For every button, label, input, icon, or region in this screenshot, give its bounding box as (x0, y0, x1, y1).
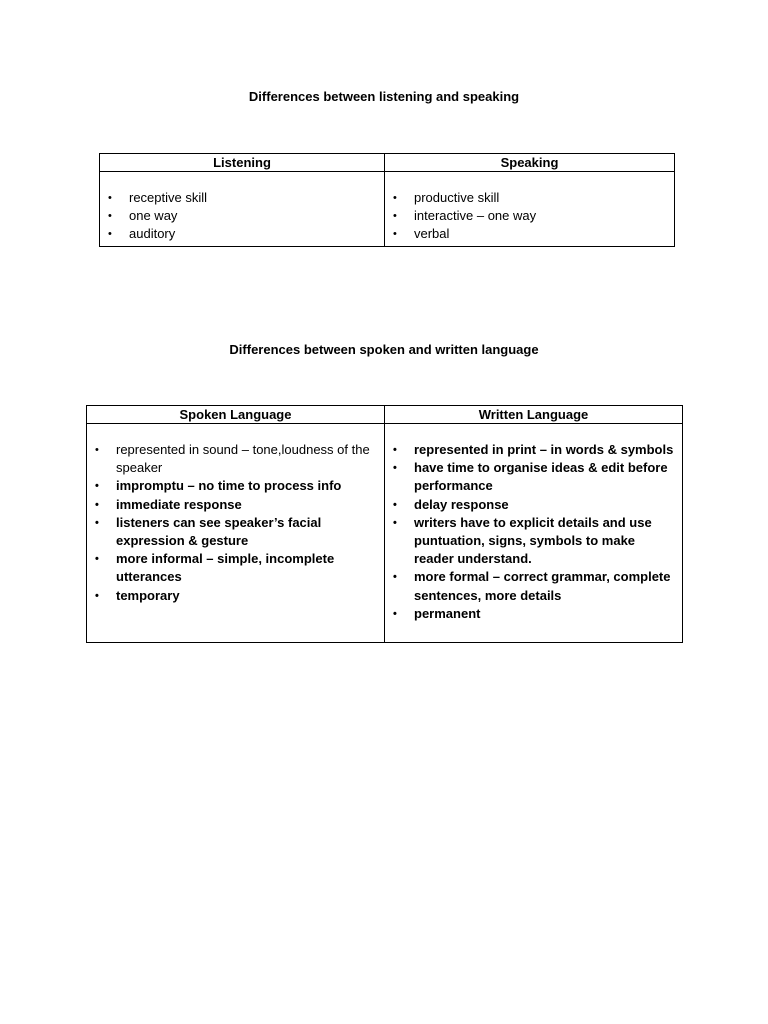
bullet-icon: • (393, 571, 397, 584)
list-item (95, 477, 378, 495)
bullet-icon: • (95, 589, 99, 602)
list-item-text: delay response (414, 496, 509, 512)
list-item-text: permanent (414, 605, 481, 621)
spoken-language-cell (87, 424, 385, 643)
list-item (393, 225, 674, 243)
list-item-text: receptive skill (129, 190, 208, 205)
written-language-column-header: Written Language (385, 406, 683, 424)
bullet-icon: • (393, 210, 397, 223)
list-item (393, 605, 676, 623)
list-item (393, 514, 676, 569)
list-item-text: immediate response (116, 496, 242, 512)
bullet-icon: • (393, 462, 397, 475)
bullet-icon: • (393, 516, 397, 529)
list-item-text: more informal – simple, incomplete utterances (116, 551, 335, 585)
bullet-icon: • (95, 498, 99, 511)
bullet-icon: • (393, 444, 397, 456)
list-item (108, 189, 384, 207)
list-item (95, 587, 378, 605)
spoken-written-heading: Differences between spoken and written language (229, 342, 539, 357)
bullet-icon: • (95, 553, 99, 566)
list-item (393, 207, 674, 225)
bullet-icon: • (393, 498, 397, 511)
list-item (95, 496, 378, 514)
list-item-text: have time to organise ideas & edit before performance (414, 460, 668, 494)
table-row (87, 424, 683, 643)
speaking-list (385, 172, 674, 244)
bullet-icon: • (95, 516, 99, 529)
bullet-icon: • (95, 444, 99, 456)
listening-cell (100, 172, 385, 247)
written-language-list (385, 424, 682, 623)
bullet-icon: • (393, 228, 397, 241)
list-item (95, 514, 378, 550)
list-item-text: one way (129, 208, 178, 224)
list-item-text: more formal – correct grammar, complete sentences, more details (414, 569, 671, 603)
spoken-language-list (87, 424, 384, 605)
list-item-text: interactive – one way (414, 208, 537, 224)
bullet-icon: • (393, 607, 397, 620)
list-item-text: represented in print – in words & symbols (414, 442, 674, 457)
table-header-row (87, 406, 683, 424)
table-row (100, 172, 675, 247)
list-item (393, 496, 676, 514)
list-item-text: listeners can see speaker’s facial expression & gesture (116, 514, 322, 549)
bullet-icon: • (95, 480, 99, 493)
list-item (393, 568, 676, 604)
listening-list (100, 172, 384, 244)
list-item (393, 459, 676, 495)
list-item-text: writers have to explicit details and use puntuation, signs, symbols to make reader understand. (414, 514, 652, 567)
bullet-icon: • (393, 192, 397, 204)
bullet-icon: • (108, 228, 112, 241)
list-item-text: impromptu – no time to process info (116, 478, 342, 494)
list-item-text: verbal (414, 226, 450, 242)
table-header-row (100, 154, 675, 172)
list-item (95, 550, 378, 586)
written-language-cell (385, 424, 683, 643)
listening-column-header: Listening (100, 154, 385, 172)
spoken-written-table (86, 405, 683, 643)
bullet-icon: • (108, 192, 112, 204)
list-item (393, 189, 674, 207)
list-item-text: represented in sound – tone,loudness of the speaker (116, 442, 370, 476)
list-item (95, 441, 378, 477)
bullet-icon: • (108, 210, 112, 223)
listening-speaking-table (99, 153, 675, 247)
speaking-column-header: Speaking (385, 154, 675, 172)
list-item-text: temporary (116, 587, 180, 603)
listening-speaking-heading: Differences between listening and speaking (248, 89, 520, 104)
list-item (393, 441, 676, 459)
list-item-text: auditory (129, 226, 176, 242)
speaking-cell (385, 172, 675, 247)
spoken-language-column-header: Spoken Language (87, 406, 385, 424)
list-item (108, 225, 384, 243)
list-item (108, 207, 384, 225)
list-item-text: productive skill (414, 190, 500, 205)
